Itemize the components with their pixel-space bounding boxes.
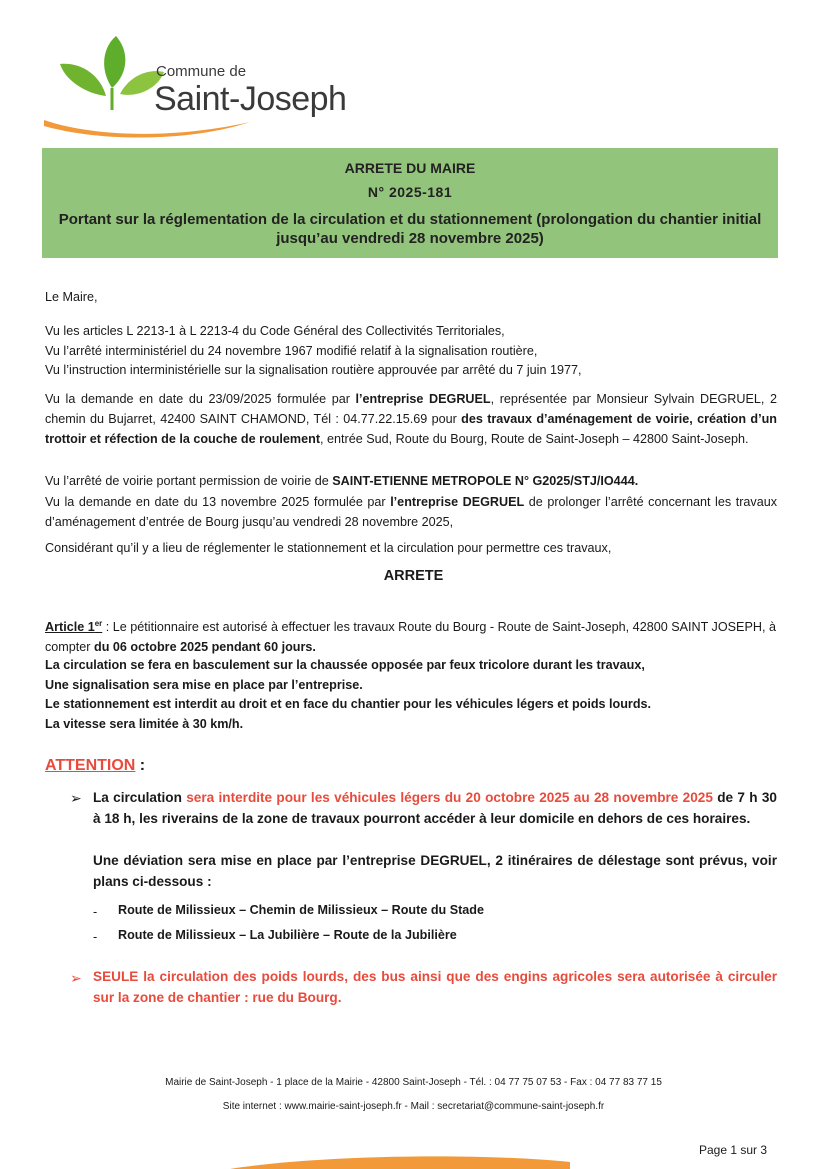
logo-swoosh bbox=[44, 120, 250, 138]
vu5-permit: SAINT-ETIENNE METROPOLE N° G2025/STJ/IO444. bbox=[332, 474, 639, 488]
article-1 bbox=[45, 614, 777, 657]
bullet-1-deviation: Une déviation sera mise en place par l’entreprise DEGRUEL, 2 itinéraires de délestage sont prévus, voir plans ci-dessous : bbox=[93, 853, 777, 889]
decree-subject: Portant sur la réglementation de la circulation et du stationnement (prolongation du chantier initial jusqu’au vendredi 28 novembre 2025) bbox=[58, 211, 762, 247]
vu6-part-c: de prolonger l’arrêté concernant les travaux d’aménagement d’entrée de Bourg jusqu’au vendredi 28 novembre 2025, bbox=[45, 495, 778, 529]
attention-heading bbox=[45, 757, 145, 775]
bullet-2: SEULE la circulation des poids lourds, des bus ainsi que des engins agricoles sera autorisée à circuler sur la zone de chantier : rue du Bourg. bbox=[93, 969, 777, 1005]
logo-text-commune: Commune de bbox=[156, 63, 247, 80]
vu4-works: des travaux d’aménagement de voirie, création d’un trottoir et réfection de la couche de roulement bbox=[45, 412, 777, 446]
salutation: Le Maire, bbox=[45, 290, 98, 304]
footer-contact: Site internet : www.mairie-saint-joseph.fr - Mail : secretariat@commune-saint-joseph.fr bbox=[222, 1101, 605, 1112]
vu-line-2: Vu l’arrêté interministériel du 24 novembre 1967 modifié relatif à la signalisation routière, bbox=[45, 344, 538, 358]
vu6-company: l’entreprise DEGRUEL bbox=[390, 495, 525, 509]
vu4-company: l’entreprise DEGRUEL bbox=[355, 392, 491, 406]
article-1-line-5: La vitesse sera limitée à 30 km/h. bbox=[45, 717, 244, 731]
vu-line-5 bbox=[45, 473, 777, 490]
vu-line-1: Vu les articles L 2213-1 à L 2213-4 du Code Général des Collectivités Territoriales, bbox=[45, 324, 505, 338]
title-banner bbox=[42, 148, 778, 258]
considerant: Considérant qu’il y a lieu de réglementer le stationnement et la circulation pour permettre ces travaux, bbox=[45, 541, 612, 555]
dash-bullet-icon: - bbox=[93, 905, 98, 919]
article-1-line-3: Une signalisation sera mise en place par l’entreprise. bbox=[45, 678, 363, 692]
article-1-label: Article 1er bbox=[45, 619, 103, 635]
decree-title: ARRETE DU MAIRE bbox=[344, 160, 476, 176]
logo-leaf-center bbox=[104, 36, 125, 88]
vu4-part-c: , représentée par Monsieur Sylvain DEGRUEL, 2 chemin du Bujarret, 42400 SAINT CHAMOND, Tél : 04.77.22.15.69 pour bbox=[45, 392, 777, 426]
route-2: Route de Milissieux – La Jubilière – Route de la Jubilière bbox=[118, 928, 457, 942]
footer-address: Mairie de Saint-Joseph - 1 place de la Mairie - 42800 Saint-Joseph - Tél. : 04 77 75 07 53 - Fax : 04 77 83 77 15 bbox=[165, 1077, 662, 1088]
bullet-1-c: de 7 h 30 à 18 h, les riverains de la zone de travaux pourront accéder à leur domicile en dehors de ces horaires. bbox=[93, 790, 777, 826]
arrow-bullet-icon: ➢ bbox=[70, 970, 82, 986]
article-1-text: : Le pétitionnaire est autorisé à effectuer les travaux Route du Bourg - Route de Saint-Joseph, 42800 SAINT JOSEPH, à compter bbox=[45, 620, 776, 655]
vu-line-4 bbox=[45, 389, 777, 449]
article-1-line-4: Le stationnement est interdit au droit et en face du chantier pour les véhicules légers et poids lourds. bbox=[45, 697, 652, 711]
page-number: Page 1 sur 3 bbox=[699, 1143, 768, 1157]
dash-bullet-icon: - bbox=[93, 930, 98, 944]
logo-leaf-left bbox=[60, 64, 106, 96]
vu-line-6 bbox=[45, 492, 777, 532]
vu4-part-e: , entrée Sud, Route du Bourg, Route de Saint-Joseph – 42800 Saint-Joseph. bbox=[320, 432, 749, 446]
logo-text-town: Saint-Joseph bbox=[154, 80, 347, 118]
article-1-period: du 06 octobre 2025 pendant 60 jours. bbox=[94, 640, 316, 655]
bullet-1 bbox=[93, 787, 777, 829]
arrow-bullet-icon: ➢ bbox=[70, 790, 82, 806]
vu4-part-a: Vu la demande en date du 23/09/2025 formulée par bbox=[45, 392, 356, 406]
decree-number: N° 2025-181 bbox=[367, 184, 453, 200]
vu6-part-a: Vu la demande en date du 13 novembre 2025 formulée par bbox=[45, 495, 391, 509]
bullet-1-a: La circulation bbox=[93, 790, 187, 805]
attention-colon: : bbox=[135, 757, 146, 774]
arrete-heading: ARRETE bbox=[383, 568, 444, 584]
attention-label: ATTENTION bbox=[45, 757, 136, 774]
vu5-part-a: Vu l’arrêté de voirie portant permission de voirie de bbox=[45, 474, 333, 488]
route-1: Route de Milissieux – Chemin de Milissieux – Route du Stade bbox=[118, 903, 484, 917]
vu-line-3: Vu l’instruction interministérielle sur la signalisation routière approuvée par arrêté du 7 juin 1977, bbox=[45, 363, 582, 377]
bullet-1-prohibition: sera interdite pour les véhicules légers du 20 octobre 2025 au 28 novembre 2025 bbox=[186, 790, 713, 805]
footer-swoosh bbox=[230, 1150, 570, 1169]
article-1-line-2: La circulation se fera en basculement sur la chaussée opposée par feux tricolore durant les travaux, bbox=[45, 658, 645, 672]
